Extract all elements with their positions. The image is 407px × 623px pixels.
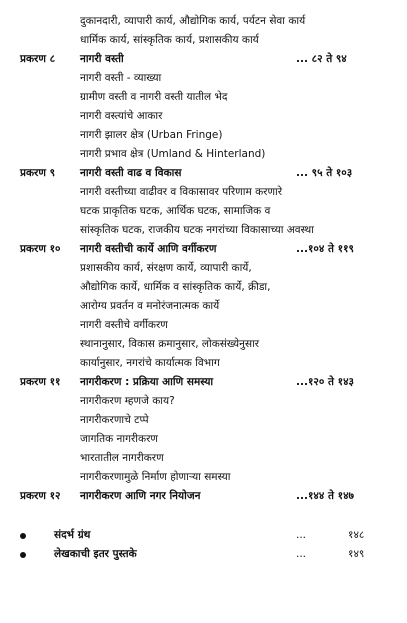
chapter-page-range: ... ८२ ते ९४ — [296, 53, 347, 65]
toc-sub-item: नागरी झालर क्षेत्र (Urban Fringe) — [80, 129, 223, 141]
toc-sub-item: घटक प्राकृतिक घटक, आर्थिक घटक, सामाजिक व — [80, 205, 271, 217]
chapter-title: नागरीकरण : प्रक्रिया आणि समस्या — [80, 376, 214, 388]
toc-sub-item: धार्मिक कार्य, सांस्कृतिक कार्य, प्रशासकीय कार्य — [80, 34, 259, 46]
chapter-page-range: ... ९५ ते १०३ — [296, 167, 353, 179]
toc-sub-item: नागरीकरण म्हणजे काय? — [80, 395, 175, 407]
toc-sub-item: नागरी वस्तीच्या वाढीवर व विकासावर परिणाम करणारे — [80, 186, 283, 198]
chapter-label: प्रकरण १२ — [20, 490, 61, 502]
chapter-title: नागरी वस्ती वाढ व विकास — [80, 167, 182, 179]
appendix-title: लेखकाची इतर पुस्तके — [54, 548, 137, 560]
section-gap — [0, 506, 407, 526]
appendix-page: १४८ — [348, 529, 365, 541]
toc-sub-item: नागरी वस्तीचे वर्गीकरण — [80, 319, 168, 331]
toc-sub-item: नागरीकरणामुळे निर्माण होणाऱ्या समस्या — [80, 471, 231, 483]
appendix-leader: ... — [296, 548, 307, 560]
toc-chapter-8[interactable] — [0, 50, 407, 69]
appendix-leader: ... — [296, 529, 307, 541]
toc-sub-item: जागतिक नागरीकरण — [80, 433, 158, 445]
appendix-page: १४९ — [348, 548, 365, 560]
toc-sub-item: औद्योगिक कार्ये, धार्मिक व सांस्कृतिक कार्ये, क्रीडा, — [80, 281, 271, 293]
toc-sub-item: स्थानानुसार, विकास क्रमानुसार, लोकसंख्येनुसार — [80, 338, 260, 350]
chapter-title: नागरीकरण आणि नगर नियोजन — [80, 490, 201, 502]
toc-sub-item: ग्रामीण वस्ती व नागरी वस्ती यातील भेद — [80, 91, 228, 103]
toc-sub-item: नागरी वस्त्यांचे आकार — [80, 110, 163, 122]
toc-sub-item: सांस्कृतिक घटक, राजकीय घटक नगरांच्या विकासाच्या अवस्था — [80, 224, 314, 236]
chapter-label: प्रकरण ९ — [20, 167, 56, 179]
chapter-title: नागरी वस्तीची कार्ये आणि वर्गीकरण — [80, 243, 217, 255]
toc-appendix-references[interactable] — [0, 526, 407, 545]
chapter-title: नागरी वस्ती — [80, 53, 124, 65]
bullet-icon — [20, 533, 26, 539]
toc-sub-item: आरोग्य प्रवर्तन व मनोरंजनात्मक कार्ये — [80, 300, 220, 312]
toc-sub-item: दुकानदारी, व्यापारी कार्य, औद्योगिक कार्य, पर्यटन सेवा कार्य — [80, 15, 306, 27]
chapter-page-range: ...१०४ ते ११९ — [296, 243, 355, 255]
chapter-label: प्रकरण ११ — [20, 376, 61, 388]
chapter-label: प्रकरण १० — [20, 243, 61, 255]
toc-sub-item: कार्यानुसार, नगरांचे कार्यात्मक विभाग — [80, 357, 220, 369]
toc-sub-item: भारतातील नागरीकरण — [80, 452, 164, 464]
chapter-label: प्रकरण ८ — [20, 53, 56, 65]
toc-chapter-11[interactable] — [0, 373, 407, 392]
toc-chapter-9[interactable] — [0, 164, 407, 183]
chapter-page-range: ...१२० ते १४३ — [296, 376, 355, 388]
bullet-icon — [20, 552, 26, 558]
chapter-page-range: ...१४४ ते १४७ — [296, 490, 355, 502]
toc-appendix-other-books[interactable] — [0, 545, 407, 564]
toc-sub-item: प्रशासकीय कार्य, संरक्षण कार्ये, व्यापारी कार्ये, — [80, 262, 252, 274]
toc-sub-item: नागरीकरणाचे टप्पे — [80, 414, 149, 426]
toc-chapter-10[interactable] — [0, 240, 407, 259]
toc-sub-item: नागरी वस्ती - व्याख्या — [80, 72, 162, 84]
toc-sub-item: नागरी प्रभाव क्षेत्र (Umland & Hinterland) — [80, 148, 266, 160]
appendix-title: संदर्भ ग्रंथ — [54, 529, 91, 541]
toc-chapter-12[interactable] — [0, 487, 407, 506]
